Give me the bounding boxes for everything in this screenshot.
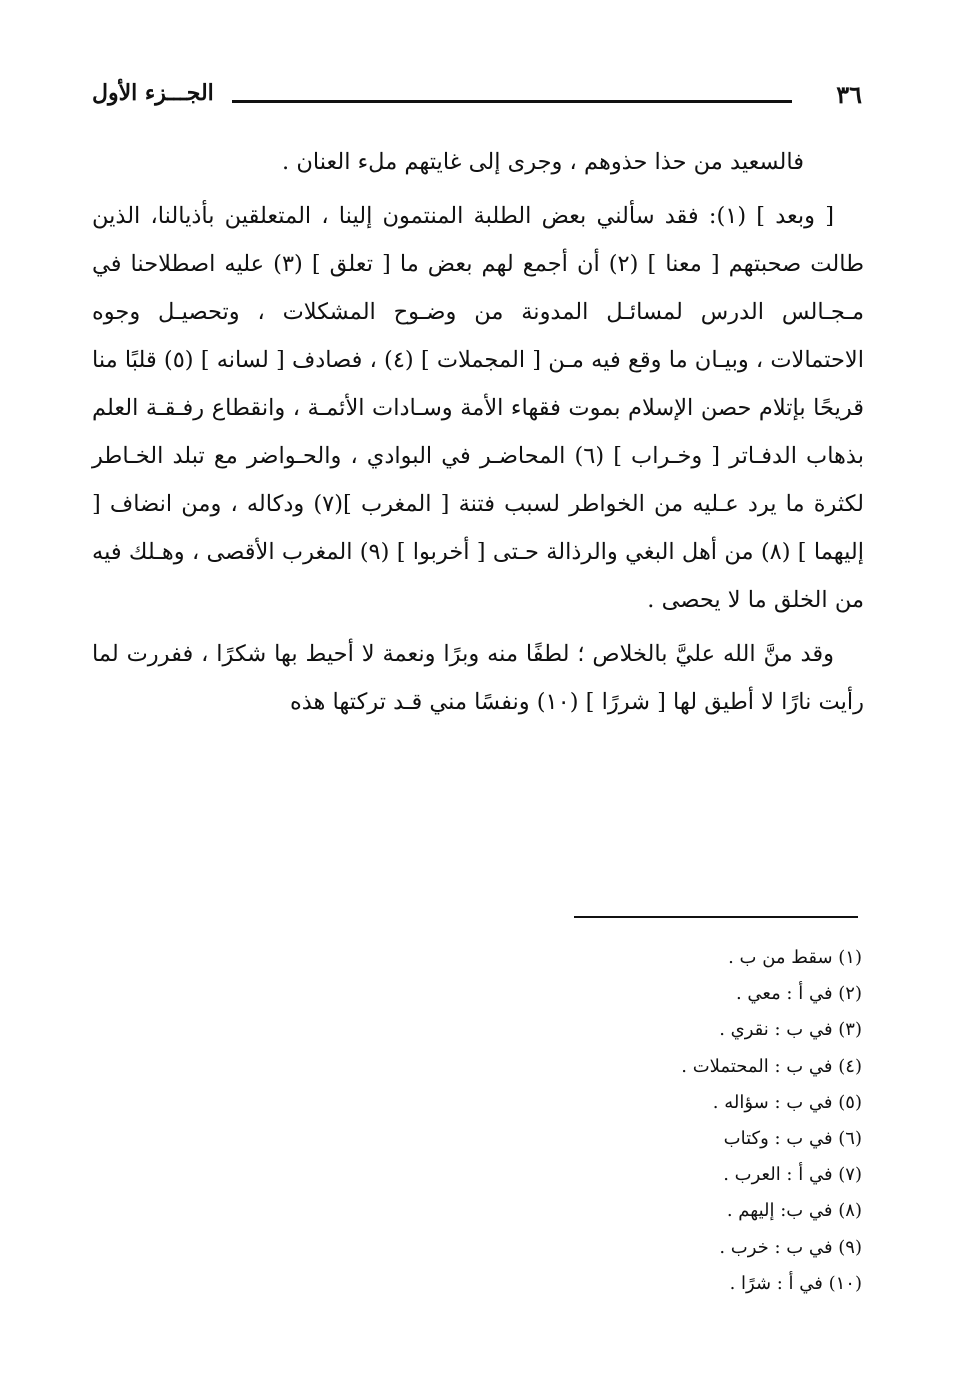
header-rule	[232, 100, 792, 103]
paragraph: [ وبعد ] (١): فقد سألني بعض الطلبة المنتمون إلينا ، المتعلقين بأذيالنا، الذين طالت صحبتهم [ معنا ] (٢) أن أجمع لهم بعض ما [ تعلق ] (٣) عليه اصطلاحنا في مـجـالس الدرس لمسائـل المدونة من وضـوح المشكلات ، وتحصيـل وجوه الاحتمالات ، وبيـان ما وقع فيه مـن [ المجملات ] (٤) ، فصادف [ لسانه ] (٥) قلبًا منا قريحًا بإتلام حصن الإسلام بموت فقهاء الأمة وسـادات الأئمـة ، وانقطاع رفـقـة العلم بذهاب الدفـاتر [ وخـراب ] (٦) المحاضـر في البوادي ، والحـواضر مع تبلد الخـاطر لكثرة ما يرد عـليه من الخواطر لسبب فتنة [ المغرب ](٧) ودكاله ، ومن انضاف [ إليهما ] (٨) من أهل البغي والرذالة حـتى [ أخربوا ] (٩) المغرب الأقصى ، وهـلك فيه من الخلق ما لا يحصى .	[92, 203, 865, 613]
footnote: (٧) في أ : العرب .	[723, 1164, 862, 1186]
footnote: (٣) في ب : نقري .	[719, 1019, 862, 1041]
footnotes-list	[500, 940, 862, 1302]
running-title: الجـــزء الأول	[92, 80, 214, 106]
footnote: (٥) في ب : سؤاله .	[712, 1091, 862, 1113]
footnote: (٩) في ب : خرب .	[719, 1236, 862, 1258]
paragraph: فالسعيد من حذا حذوهم ، وجرى إلى غايتهم ملء العنان .	[282, 149, 804, 175]
footnote: (٢) في أ : معي .	[735, 983, 862, 1005]
paragraph: وقد منَّ الله عليَّ بالخلاص ؛ لطفًا منه وبرًا ونعمة لا أحيط بها شكرًا ، ففررت لما رأيت نارًا لا أطيق لها [ شررًا ] (١٠) ونفسًا مني قـد تركتها هذه	[92, 641, 864, 715]
main-text	[92, 138, 864, 726]
footnote: (٤) في ب : المحتملات .	[681, 1055, 862, 1077]
footnote: (١٠) في أ : شرًا .	[729, 1272, 862, 1294]
footnote: (١) سقط من ب .	[728, 947, 862, 968]
page-number: ٣٦	[836, 80, 862, 109]
page-header	[92, 80, 862, 116]
footnote-separator	[574, 916, 858, 918]
footnote: (٦) في ب : وكتاب	[723, 1128, 862, 1150]
footnote: (٨) في ب: إليهم .	[726, 1200, 862, 1222]
